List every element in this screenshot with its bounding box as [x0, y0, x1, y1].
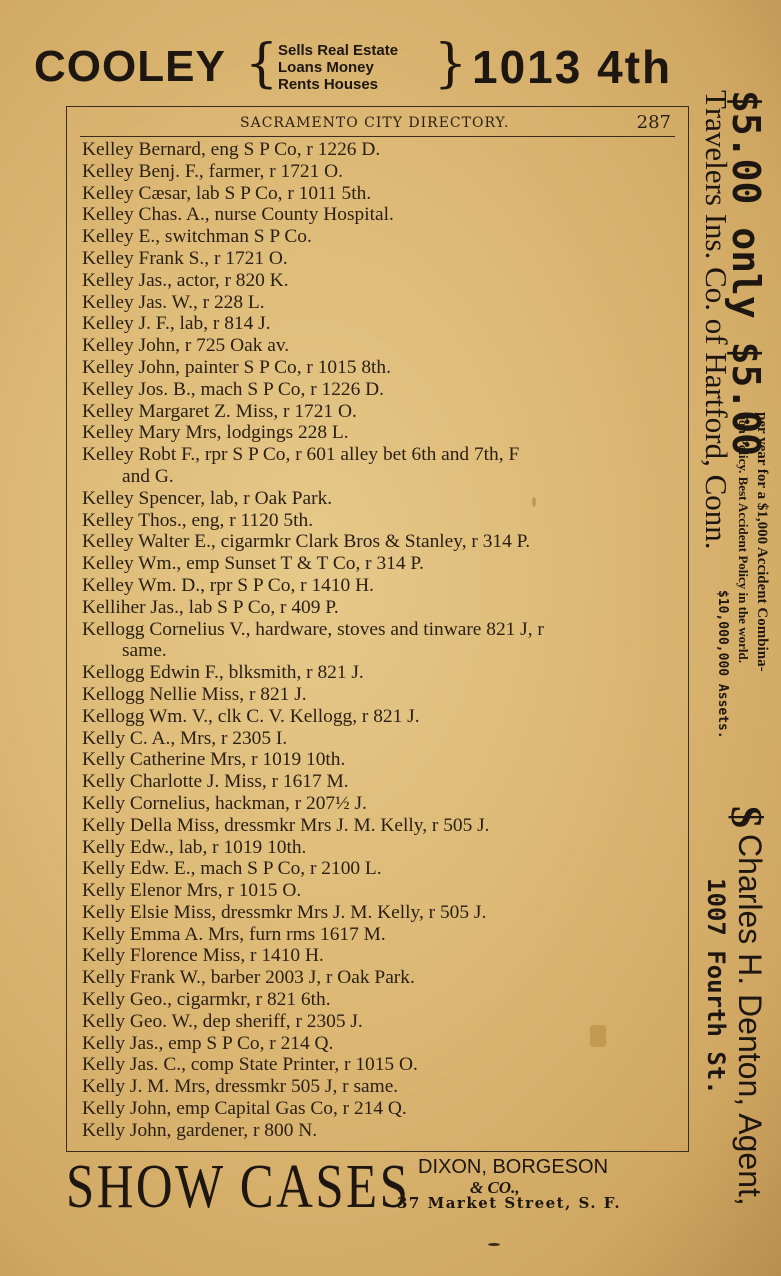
directory-entry: Kelly Edw., lab, r 1019 10th. [82, 836, 307, 858]
show-cases-headline: SHOW CASES [66, 1153, 411, 1221]
directory-entry: Kelley Wm., emp Sunset T & T Co, r 314 P. [82, 553, 424, 575]
directory-title: SACRAMENTO CITY DIRECTORY. [240, 115, 510, 131]
directory-entry: Kelley Wm. D., rpr S P Co, r 1410 H. [82, 574, 374, 596]
directory-entry: Kelly Edw. E., mach S P Co, r 2100 L. [82, 858, 382, 880]
insurance-price: $5.00 only $5.00 [724, 90, 768, 457]
directory-entry: Kelley Chas. A., nurse County Hospital. [82, 204, 394, 226]
directory-entry: Kelley Cæsar, lab S P Co, r 1011 5th. [82, 182, 372, 204]
directory-entry: Kelley Mary Mrs, lodgings 228 L. [82, 422, 349, 444]
directory-entry: Kelliher Jas., lab S P Co, r 409 P. [82, 596, 339, 618]
directory-entry: Kellogg Wm. V., clk C. V. Kellogg, r 821 J. [82, 705, 420, 727]
service-item: Loans Money [278, 59, 374, 76]
directory-entry: Kelley Robt F., rpr S P Co, r 601 alley bet 6th and 7th, F [82, 444, 520, 466]
directory-entry: Kelly Elsie Miss, dressmkr Mrs J. M. Kelly, r 505 J. [82, 901, 487, 923]
agent-address: 1007 Fourth St. [702, 878, 730, 1095]
directory-entry: Kelley Thos., eng, r 1120 5th. [82, 509, 314, 531]
per-year-text: per year for a $1,000 Accident Combina- [754, 412, 770, 672]
directory-entry: Kelly John, emp Capital Gas Co, r 214 Q. [82, 1098, 407, 1120]
company-name: DIXON, BORGESON [418, 1156, 609, 1178]
directory-entry: Kelley Bernard, eng S P Co, r 1226 D. [82, 139, 381, 160]
directory-entry: Kelly Geo. W., dep sheriff, r 2305 J. [82, 1010, 363, 1032]
directory-entry: Kelly John, gardener, r 800 N. [82, 1119, 318, 1141]
policy-text: tion Policy. Best Accident Policy in the world. [736, 412, 751, 663]
advertiser-address: 1013 4th [472, 41, 673, 93]
directory-entry: Kelly Jas., emp S P Co, r 214 Q. [82, 1032, 334, 1054]
directory-entry: Kelley J. F., lab, r 814 J. [82, 313, 271, 335]
directory-entry: Kelley Jos. B., mach S P Co, r 1226 D. [82, 378, 384, 400]
directory-entry: Kelley Margaret Z. Miss, r 1721 O. [82, 400, 357, 422]
directory-entry-continuation: and G. [122, 465, 174, 487]
directory-listing [82, 139, 682, 1142]
directory-entry: Kelley Jas. W., r 228 L. [82, 291, 265, 313]
directory-entry: Kelly Jas. C., comp State Printer, r 1015 O. [82, 1054, 418, 1076]
directory-entry: Kelley Spencer, lab, r Oak Park. [82, 487, 333, 509]
dollar-sign-icon: $ [722, 806, 771, 828]
directory-entry: Kelly Elenor Mrs, r 1015 O. [82, 880, 302, 902]
directory-entry: Kellogg Cornelius V., hardware, stoves and tinware 821 J, r [82, 618, 544, 640]
directory-entry: Kelly C. A., Mrs, r 2305 I. [82, 727, 288, 749]
bottom-advertisement [0, 1150, 781, 1230]
directory-entry: Kelley Frank S., r 1721 O. [82, 247, 288, 269]
assets-text: $10,000,000 Assets. [715, 590, 730, 739]
directory-entry: Kelly Frank W., barber 2003 J, r Oak Park. [82, 967, 415, 989]
directory-entry: Kelly Geo., cigarmkr, r 821 6th. [82, 989, 331, 1011]
directory-entry: Kelley Benj. F., farmer, r 1721 O. [82, 160, 343, 182]
page-header [80, 112, 675, 137]
directory-entry: Kellogg Edwin F., blksmith, r 821 J. [82, 662, 364, 684]
directory-entry: Kelley John, r 725 Oak av. [82, 335, 290, 357]
advertiser-name: COOLEY [34, 42, 226, 91]
directory-entry: Kelly Cornelius, hackman, r 207½ J. [82, 792, 367, 814]
paper-speck [590, 1025, 606, 1047]
directory-entry: Kelley Walter E., cigarmkr Clark Bros & Stanley, r 314 P. [82, 531, 531, 553]
top-advertisement [0, 30, 781, 110]
directory-entry: Kelly Della Miss, dressmkr Mrs J. M. Kelly, r 505 J. [82, 814, 490, 836]
service-item: Sells Real Estate [278, 42, 399, 59]
directory-entry: Kelly Catherine Mrs, r 1019 10th. [82, 749, 346, 771]
directory-entry: Kellogg Nellie Miss, r 821 J. [82, 683, 307, 705]
directory-entry: Kelly Emma A. Mrs, furn rms 1617 M. [82, 923, 386, 945]
services-list [278, 42, 398, 93]
directory-entry: Kelly Florence Miss, r 1410 H. [82, 945, 324, 967]
paper-speck [532, 497, 536, 507]
directory-entry: Kelly Charlotte J. Miss, r 1617 M. [82, 771, 349, 793]
directory-entry-continuation: same. [122, 640, 167, 662]
left-brace: { [245, 34, 279, 94]
paper-speck [488, 1243, 500, 1246]
directory-entry: Kelley Jas., actor, r 820 K. [82, 269, 289, 291]
company-suffix: & CO., [470, 1178, 520, 1197]
insurance-block [698, 90, 734, 590]
insurance-company: Travelers Ins. Co. of Hartford, Conn. [699, 90, 734, 550]
company-address: 37 Market Street, S. F. [397, 1194, 622, 1212]
agent-name: Charles H. Denton, Agent, [732, 834, 768, 1206]
service-item: Rents Houses [278, 76, 379, 93]
directory-entry: Kelley E., switchman S P Co. [82, 226, 312, 248]
directory-entry: Kelly J. M. Mrs, dressmkr 505 J, r same. [82, 1076, 399, 1098]
right-brace: } [434, 34, 468, 94]
page-number: 287 [636, 112, 671, 133]
directory-entry: Kelley John, painter S P Co, r 1015 8th. [82, 356, 391, 378]
